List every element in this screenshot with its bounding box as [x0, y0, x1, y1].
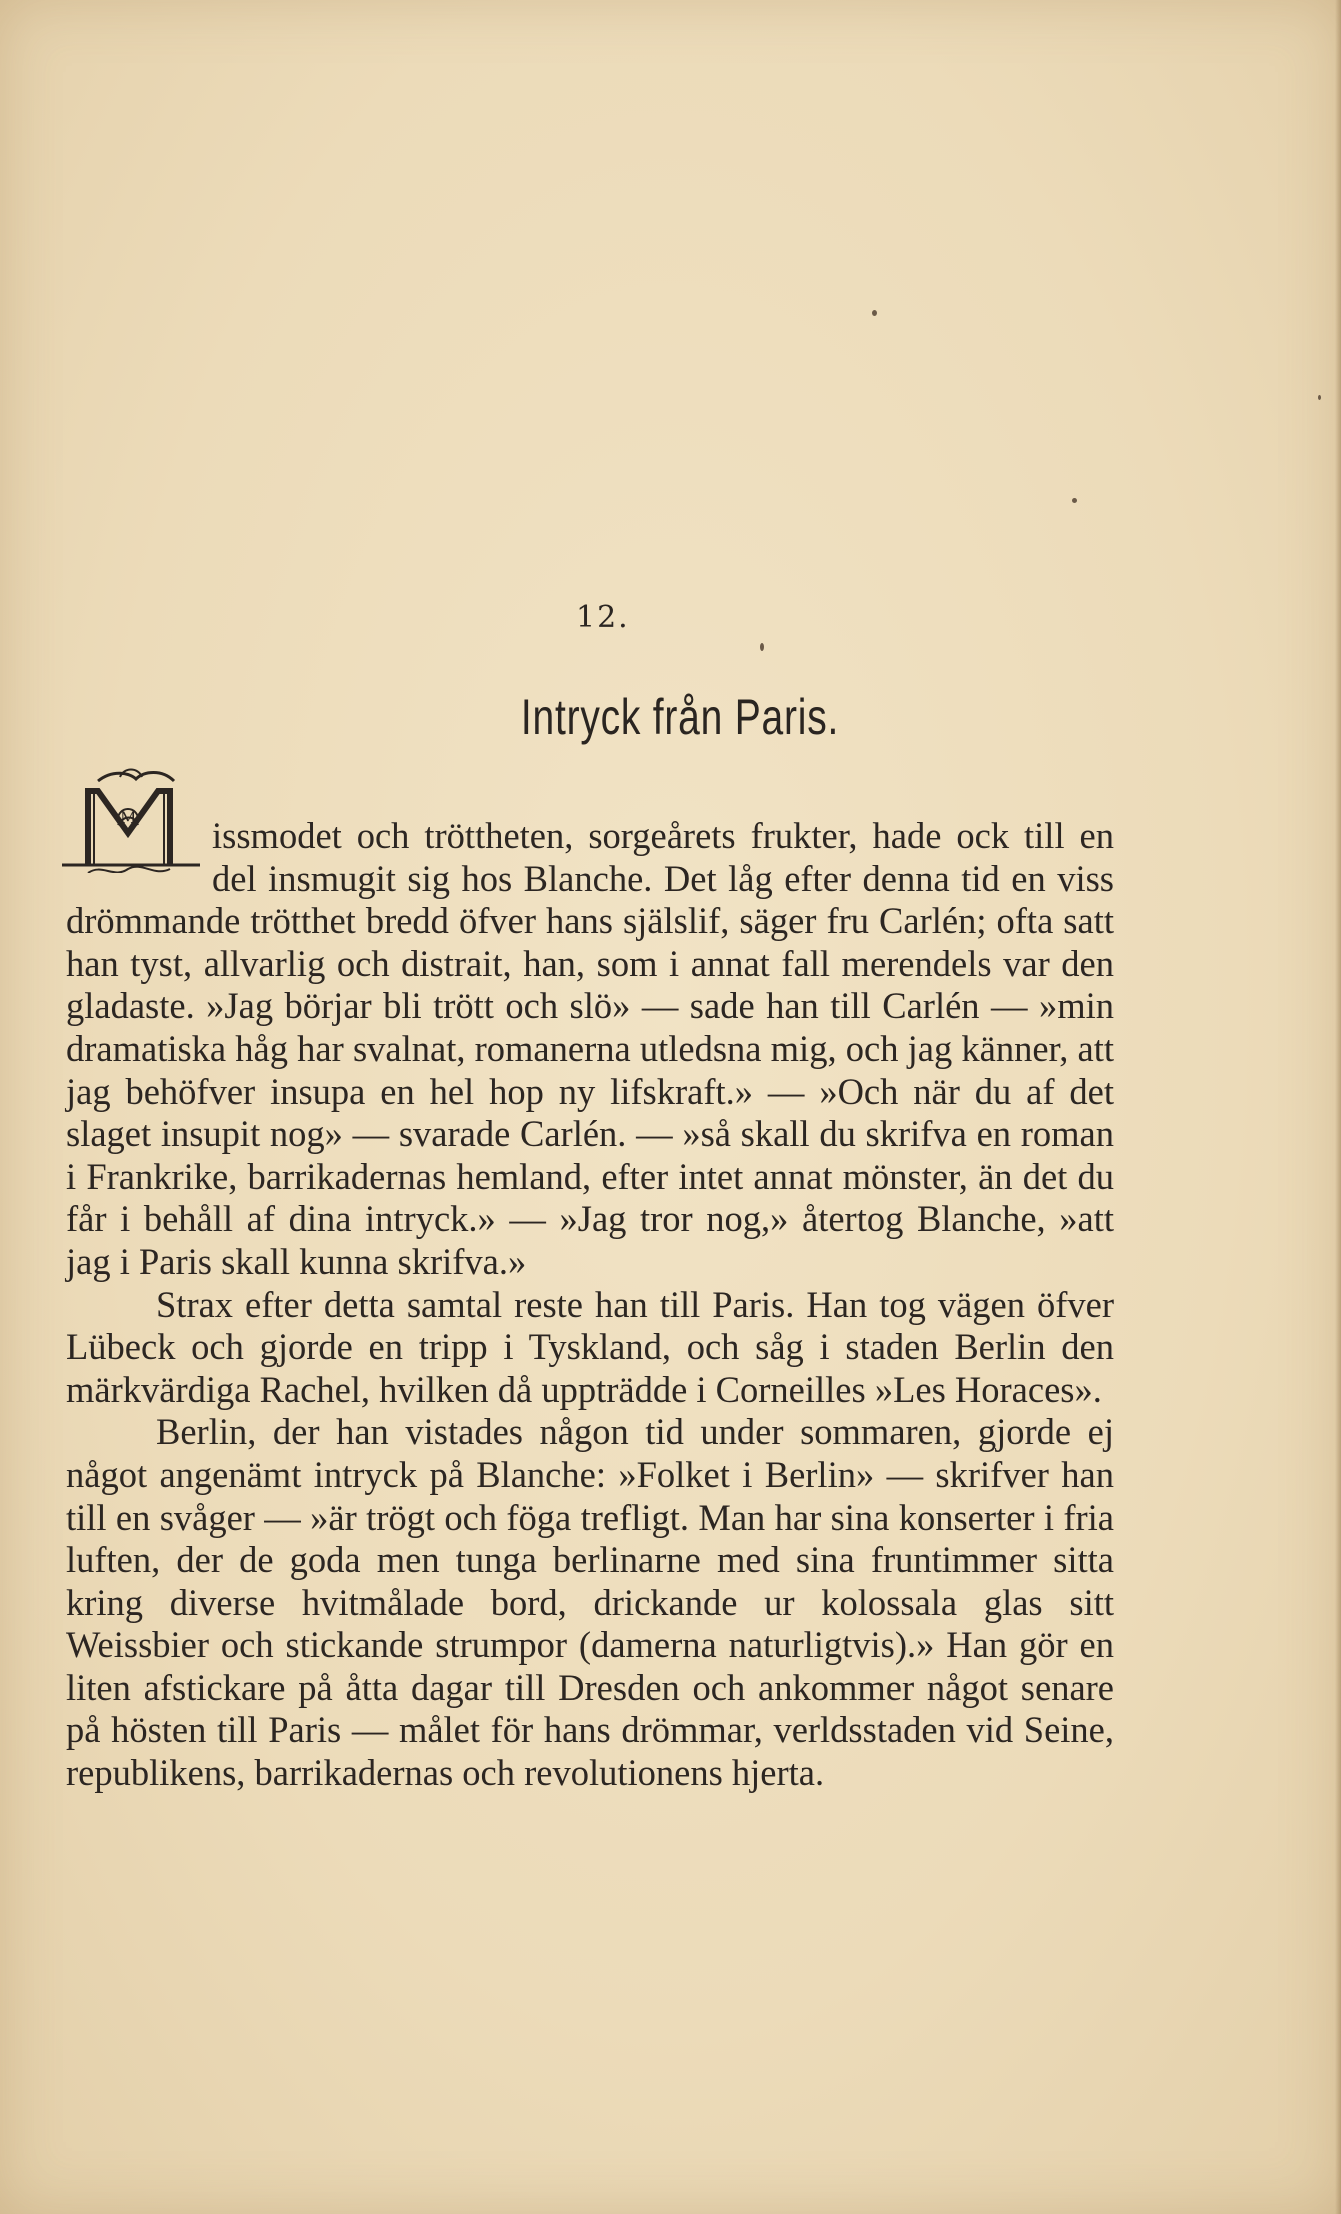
paragraph-3: Berlin, der han vistades någon tid under sommaren, gjorde ej något angenämt intryck på Blanche: »Folket i Berlin» — skrifver han till en svåger — »är trögt och föga trefligt. Man har sina konserter i fria luften, der de goda men tunga berlinarne med sina fruntimmer sitta kring diverse hvitmålade bord, drickande ur kolossala glas sitt Weissbier och stickande strumpor (damerna naturligtvis).» Han gör en liten afstickare på åtta dagar till Dresden och ankommer något senare på hösten till Paris — målet för hans drömmar, verldsstaden vid Seine, republikens, barrikadernas och revolutionens hjerta.: [66, 1411, 1114, 1794]
paper-speck: [1318, 395, 1321, 400]
paragraph-2: Strax efter detta samtal reste han till Paris. Han tog vägen öfver Lübeck och gjorde en tripp i Tyskland, och såg i staden Berlin den märkvärdiga Rachel, hvilken då uppträdde i Corneilles »Les Horaces».: [66, 1283, 1114, 1410]
paper-speck: [1072, 498, 1077, 503]
body-text: [66, 808, 1114, 1795]
paragraph-1-text: issmodet och tröttheten, sorgeårets frukter, hade ock till en del insmugit sig hos Blanche. Det låg efter denna tid en viss drömmande trötthet bredd öfver hans själslif, säger fru Carlén; ofta satt han tyst, allvarlig och distrait, han, som i annat fall merendels var den gladaste. »Jag börjar bli trött och slö» — sade han till Carlén — »min dramatiska håg har svalnat, romanerna utledsna mig, och jag känner, att jag behöfver insupa en hel hop ny lifskraft.» — »Och när du af det slaget insupit nog» — svarade Carlén. — »så skall du skrifva en roman i Frankrike, barrikadernas hemland, efter intet annat mönster, än det du får i behåll af dina intryck.» — »Jag tror nog,» återtog Blanche, »att jag i Paris skall kunna skrifva.»: [66, 815, 1114, 1282]
chapter-title: Intryck från Paris.: [520, 689, 840, 745]
paper-speck: [760, 643, 764, 651]
svg-text:M: M: [120, 808, 137, 827]
page-edge-shadow: [1335, 0, 1341, 2214]
ornamental-initial-m: [58, 763, 208, 873]
ornamental-initial: [58, 763, 204, 863]
paragraph-1: [66, 808, 1114, 1284]
paper-speck: [872, 310, 877, 316]
page-number: 12.: [576, 600, 630, 635]
